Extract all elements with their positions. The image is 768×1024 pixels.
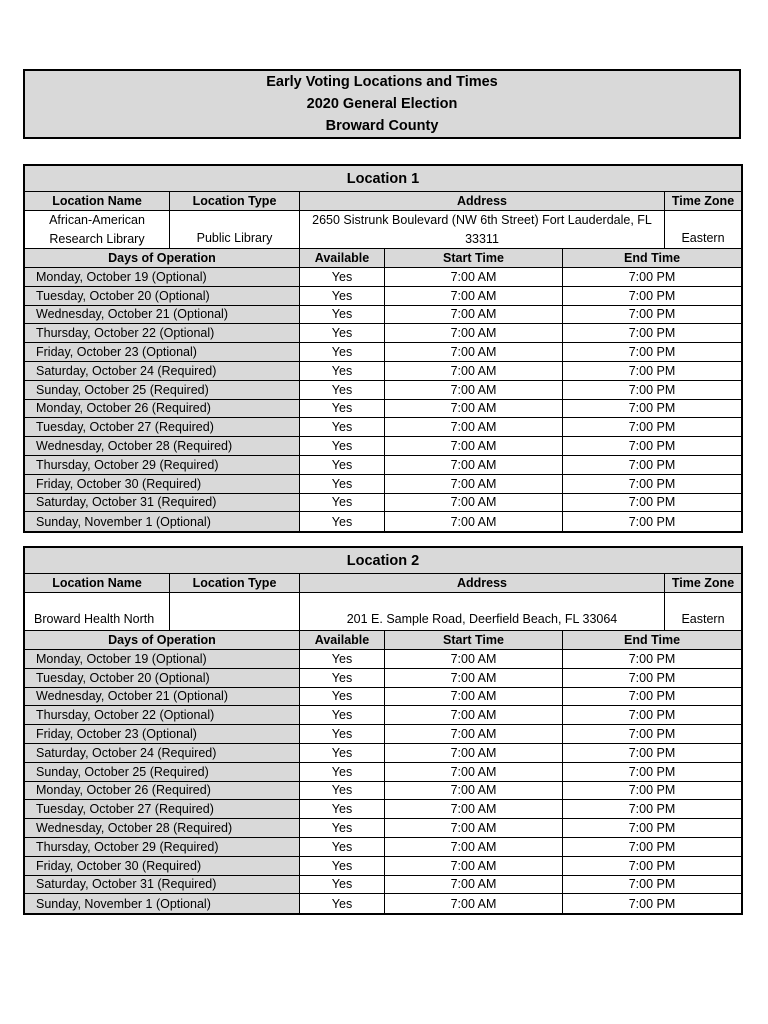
schedule-available: Yes: [300, 650, 385, 669]
schedule-day: Monday, October 26 (Required): [25, 400, 300, 419]
schedule-start-time: 7:00 AM: [385, 838, 563, 857]
title-line: 2020 General Election: [306, 96, 458, 112]
schedule-row: [25, 362, 741, 381]
location-type: [170, 593, 300, 631]
schedule-day: Thursday, October 29 (Required): [25, 456, 300, 475]
schedule-row: [25, 669, 741, 688]
schedule-row: [25, 456, 741, 475]
schedule-start-time: 7:00 AM: [385, 894, 563, 913]
schedule-available: Yes: [300, 819, 385, 838]
location-name-line: Broward Health North: [34, 612, 155, 626]
schedule-end-time: 7:00 PM: [563, 763, 741, 782]
address-line: 33311: [465, 231, 499, 246]
title-line: Broward County: [325, 118, 439, 134]
schedule-day: Sunday, November 1 (Optional): [25, 512, 300, 531]
schedule-end-time: 7:00 PM: [563, 650, 741, 669]
schedule-end-time: 7:00 PM: [563, 819, 741, 838]
schedule-available: Yes: [300, 669, 385, 688]
schedule-start-time: 7:00 AM: [385, 381, 563, 400]
schedule-start-time: 7:00 AM: [385, 782, 563, 801]
schedule-available: Yes: [300, 475, 385, 494]
location-info-row: [25, 211, 741, 249]
schedule-end-time: 7:00 PM: [563, 782, 741, 801]
schedule-start-time: 7:00 AM: [385, 706, 563, 725]
schedule-day: Monday, October 26 (Required): [25, 782, 300, 801]
schedule-start-time: 7:00 AM: [385, 669, 563, 688]
schedule-start-time: 7:00 AM: [385, 763, 563, 782]
schedule-end-time: 7:00 PM: [628, 514, 676, 529]
schedule-day: Friday, October 30 (Required): [25, 475, 300, 494]
schedule-row: [25, 400, 741, 419]
schedule-row: [25, 857, 741, 876]
col-location-type: Location Type: [170, 192, 300, 211]
schedule-available: Yes: [300, 800, 385, 819]
schedule-row: [25, 876, 741, 895]
schedule-end-time: 7:00 PM: [563, 725, 741, 744]
schedule-row: [25, 838, 741, 857]
schedule-end-time: 7:00 PM: [563, 744, 741, 763]
schedule-row: [25, 782, 741, 801]
location-header: Location 1: [25, 166, 741, 192]
schedule-body: [25, 268, 741, 531]
schedule-start-time: 7:00 AM: [385, 400, 563, 419]
col-end-time: End Time: [563, 631, 741, 650]
schedule-end-time: 7:00 PM: [563, 324, 741, 343]
schedule-day: Wednesday, October 28 (Required): [25, 437, 300, 456]
schedule-start-time: 7:00 AM: [385, 512, 563, 531]
schedule-day: Wednesday, October 21 (Optional): [25, 688, 300, 707]
schedule-day: Tuesday, October 27 (Required): [25, 800, 300, 819]
location-name: [25, 593, 170, 631]
schedule-body: [25, 650, 741, 913]
col-available: Available: [300, 249, 385, 268]
schedule-available: Yes: [300, 876, 385, 895]
schedule-day: Sunday, November 1 (Optional): [25, 894, 300, 913]
schedule-start-time: 7:00 AM: [385, 800, 563, 819]
col-location-name: Location Name: [25, 192, 170, 211]
schedule-available: Yes: [300, 287, 385, 306]
schedule-day: Friday, October 30 (Required): [25, 857, 300, 876]
location-address: [300, 593, 665, 631]
col-address: Address: [300, 192, 665, 211]
col-start-time: Start Time: [385, 631, 563, 650]
schedule-start-time: 7:00 AM: [385, 418, 563, 437]
schedule-end-time: 7:00 PM: [563, 381, 741, 400]
schedule-available: Yes: [300, 268, 385, 287]
schedule-available: Yes: [300, 744, 385, 763]
address-line: 2650 Sistrunk Boulevard (NW 6th Street) Fort Lauderdale, FL: [312, 212, 652, 227]
schedule-available: Yes: [300, 838, 385, 857]
schedule-available: Yes: [300, 437, 385, 456]
schedule-day: Thursday, October 22 (Optional): [25, 324, 300, 343]
schedule-row: [25, 650, 741, 669]
schedule-day: Monday, October 19 (Optional): [25, 268, 300, 287]
schedule-day: Friday, October 23 (Optional): [25, 343, 300, 362]
schedule-day: Thursday, October 29 (Required): [25, 838, 300, 857]
schedule-day: Monday, October 19 (Optional): [25, 650, 300, 669]
location-time-zone: Eastern: [665, 593, 741, 631]
schedule-available: Yes: [300, 324, 385, 343]
schedule-row: [25, 688, 741, 707]
schedule-end-time: 7:00 PM: [563, 306, 741, 325]
schedule-row: [25, 512, 741, 531]
schedule-start-time: 7:00 AM: [385, 876, 563, 895]
schedule-row: [25, 418, 741, 437]
col-available: Available: [300, 631, 385, 650]
schedule-row: [25, 763, 741, 782]
schedule-start-time: 7:00 AM: [385, 324, 563, 343]
col-address: Address: [300, 574, 665, 593]
schedule-row: [25, 437, 741, 456]
schedule-day: Saturday, October 24 (Required): [25, 362, 300, 381]
schedule-end-time: 7:00 PM: [563, 456, 741, 475]
schedule-available: Yes: [300, 456, 385, 475]
schedule-available: Yes: [300, 706, 385, 725]
schedule-end-time: 7:00 PM: [563, 475, 741, 494]
schedule-day: Saturday, October 31 (Required): [25, 876, 300, 895]
col-time-zone: Time Zone: [665, 574, 741, 593]
schedule-day: Sunday, October 25 (Required): [25, 381, 300, 400]
schedule-row: [25, 475, 741, 494]
schedule-end-time: 7:00 PM: [563, 287, 741, 306]
col-start-time: Start Time: [385, 249, 563, 268]
schedule-row: [25, 381, 741, 400]
schedule-end-time: 7:00 PM: [563, 857, 741, 876]
schedule-row: [25, 744, 741, 763]
schedule-start-time: 7:00 AM: [385, 306, 563, 325]
title-line: Early Voting Locations and Times: [266, 74, 498, 90]
schedule-end-time: 7:00 PM: [563, 706, 741, 725]
schedule-row: [25, 287, 741, 306]
schedule-day: Friday, October 23 (Optional): [25, 725, 300, 744]
schedule-row: [25, 494, 741, 513]
col-location-type: Location Type: [170, 574, 300, 593]
schedule-available: Yes: [300, 894, 385, 913]
address-line: 201 E. Sample Road, Deerfield Beach, FL 33064: [346, 612, 618, 626]
schedule-start-time: 7:00 AM: [385, 268, 563, 287]
schedule-header-row: [25, 249, 741, 268]
location-name: [25, 211, 170, 249]
schedule-start-time: 7:00 AM: [385, 494, 563, 513]
schedule-start-time: 7:00 AM: [385, 456, 563, 475]
col-time-zone: Time Zone: [665, 192, 741, 211]
schedule-row: [25, 706, 741, 725]
schedule-end-time: 7:00 PM: [563, 437, 741, 456]
schedule-day: Saturday, October 24 (Required): [25, 744, 300, 763]
schedule-end-time: 7:00 PM: [563, 400, 741, 419]
schedule-available: Yes: [300, 763, 385, 782]
schedule-end-time: 7:00 PM: [563, 669, 741, 688]
schedule-end-time: 7:00 PM: [563, 494, 741, 513]
schedule-available: Yes: [300, 306, 385, 325]
schedule-available: Yes: [300, 782, 385, 801]
schedule-start-time: 7:00 AM: [385, 343, 563, 362]
schedule-end-time: 7:00 PM: [563, 418, 741, 437]
schedule-start-time: 7:00 AM: [385, 819, 563, 838]
schedule-day: Tuesday, October 27 (Required): [25, 418, 300, 437]
location-header: Location 2: [25, 548, 741, 574]
col-days-of-operation: Days of Operation: [25, 249, 300, 268]
schedule-available: Yes: [300, 400, 385, 419]
schedule-header-row: [25, 631, 741, 650]
schedule-day: Saturday, October 31 (Required): [25, 494, 300, 513]
schedule-end-time: 7:00 PM: [563, 343, 741, 362]
schedule-available: Yes: [300, 688, 385, 707]
schedule-row: [25, 819, 741, 838]
schedule-start-time: 7:00 AM: [385, 287, 563, 306]
schedule-row: [25, 306, 741, 325]
schedule-day: Thursday, October 22 (Optional): [25, 706, 300, 725]
schedule-end-time: 7:00 PM: [563, 838, 741, 857]
schedule-end-time: 7:00 PM: [563, 800, 741, 819]
schedule-day: Wednesday, October 21 (Optional): [25, 306, 300, 325]
col-end-time: End Time: [563, 249, 741, 268]
schedule-start-time: 7:00 AM: [385, 688, 563, 707]
schedule-available: Yes: [300, 343, 385, 362]
schedule-day: Tuesday, October 20 (Optional): [25, 287, 300, 306]
col-location-name: Location Name: [25, 574, 170, 593]
schedule-day: Tuesday, October 20 (Optional): [25, 669, 300, 688]
schedule-row: [25, 343, 741, 362]
location-1-table: [23, 164, 743, 533]
location-2-table: [23, 546, 743, 915]
schedule-available: Yes: [300, 857, 385, 876]
schedule-start-time: 7:00 AM: [385, 725, 563, 744]
schedule-available: Yes: [300, 362, 385, 381]
schedule-day: Sunday, October 25 (Required): [25, 763, 300, 782]
document-title-block: [23, 69, 741, 139]
schedule-available: Yes: [300, 725, 385, 744]
schedule-start-time: 7:00 AM: [385, 362, 563, 381]
schedule-available: Yes: [300, 512, 385, 531]
schedule-row: [25, 725, 741, 744]
schedule-start-time: 7:00 AM: [385, 650, 563, 669]
schedule-end-time: 7:00 PM: [628, 896, 676, 911]
schedule-available: Yes: [300, 494, 385, 513]
schedule-start-time: 7:00 AM: [385, 437, 563, 456]
schedule-end-time: 7:00 PM: [563, 268, 741, 287]
schedule-row: [25, 324, 741, 343]
schedule-start-time: 7:00 AM: [385, 857, 563, 876]
schedule-row: [25, 894, 741, 913]
schedule-start-time: 7:00 AM: [385, 475, 563, 494]
schedule-row: [25, 800, 741, 819]
schedule-end-time: 7:00 PM: [563, 362, 741, 381]
schedule-end-time: 7:00 PM: [563, 876, 741, 895]
col-days-of-operation: Days of Operation: [25, 631, 300, 650]
location-address: [300, 211, 665, 249]
schedule-day: Wednesday, October 28 (Required): [25, 819, 300, 838]
location-name-line: African-American: [49, 212, 145, 227]
location-time-zone: Eastern: [665, 211, 741, 249]
schedule-start-time: 7:00 AM: [385, 744, 563, 763]
schedule-available: Yes: [300, 381, 385, 400]
location-type: Public Library: [170, 211, 300, 249]
schedule-available: Yes: [300, 418, 385, 437]
location-info-header-row: [25, 192, 741, 211]
location-info-row: [25, 593, 741, 631]
location-info-header-row: [25, 574, 741, 593]
location-name-line: Research Library: [49, 231, 145, 246]
schedule-row: [25, 268, 741, 287]
schedule-end-time: 7:00 PM: [563, 688, 741, 707]
